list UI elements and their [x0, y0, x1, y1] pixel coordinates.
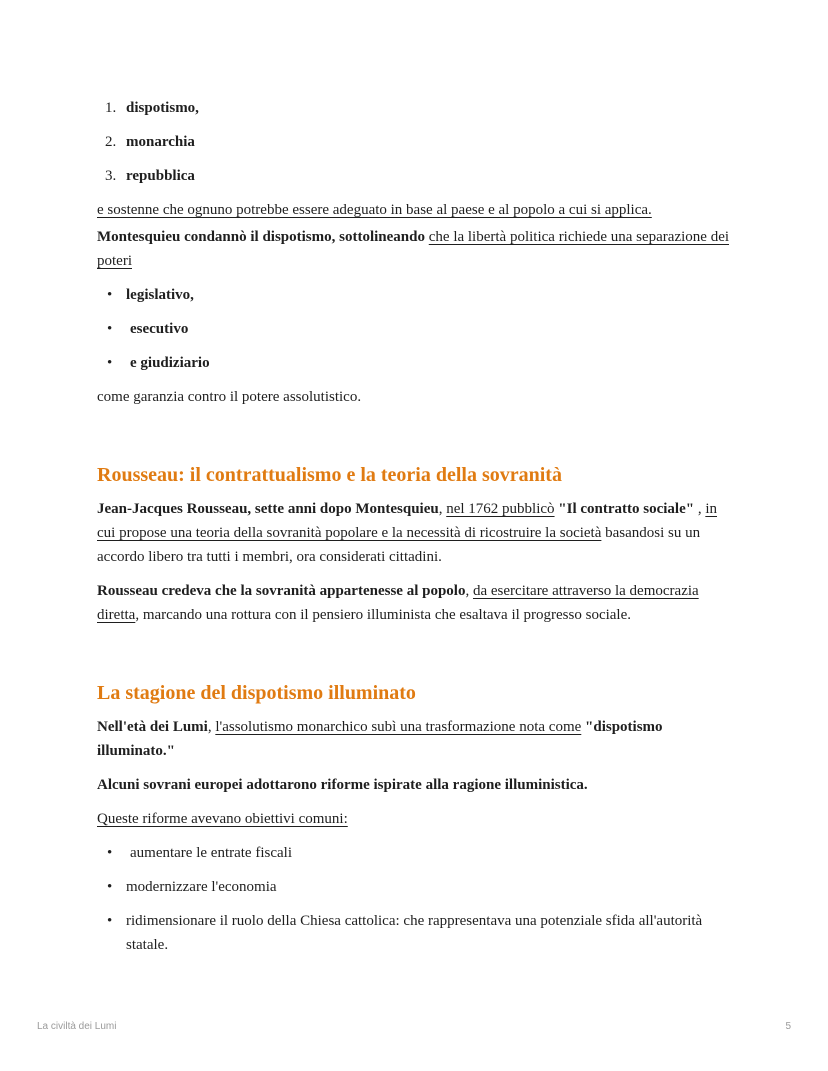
forms-of-government-list: [97, 96, 737, 188]
footer-page-number: 5: [785, 1021, 791, 1032]
paragraph-sovereigns: Alcuni sovrani europei adottarono riforme ispirate alla ragione illuministica.: [97, 777, 588, 793]
list-item: 1. dispotismo,: [105, 100, 199, 116]
reform-goals-list: [97, 841, 737, 957]
footer-document-title: La civiltà dei Lumi: [37, 1021, 117, 1032]
paragraph-guarantee: come garanzia contro il potere assolutistico.: [97, 389, 362, 405]
list-item: • e giudiziario: [107, 355, 210, 371]
paragraph-rousseau-contract: Jean-Jacques Rousseau, sette anni dopo Montesquieu, nel 1762 pubblicò "Il contratto sociale" , in cui propose una teoria della sovranità popolare e la necessità di ricostruire la società basandosi su un accordo libero tra tutti i membri, ora considerati cittadini.: [97, 501, 718, 565]
paragraph-reform-goals: Queste riforme avevano obiettivi comuni:: [97, 811, 348, 827]
list-item: • modernizzare l'economia: [107, 879, 277, 895]
list-item: 3. repubblica: [105, 168, 195, 184]
paragraph-enlightenment-age: Nell'età dei Lumi, l'assolutismo monarchico subì una trasformazione nota come "dispotismo illuminato.": [97, 719, 663, 759]
paragraph-govern-forms: e sostenne che ognuno potrebbe essere adeguato in base al paese e al popolo a cui si applica.: [97, 202, 652, 218]
list-item: 2. monarchia: [105, 134, 195, 150]
powers-list: [97, 283, 737, 375]
paragraph-montesquieu: Montesquieu condannò il dispotismo, sottolineando che la libertà politica richiede una separazione dei poteri: [97, 229, 730, 269]
list-item: • legislativo,: [107, 287, 194, 303]
list-item: • ridimensionare il ruolo della Chiesa cattolica: che rappresentava una potenziale sfida all'autorità statale.: [107, 913, 703, 953]
section-title-enlightened-despotism: La stagione del dispotismo illuminato: [97, 682, 416, 704]
list-item: • esecutivo: [107, 321, 189, 337]
list-item: • aumentare le entrate fiscali: [107, 845, 292, 861]
document-body: [97, 96, 737, 967]
paragraph-rousseau-sovereignty: Rousseau credeva che la sovranità appartenesse al popolo, da esercitare attraverso la democrazia diretta, marcando una rottura con il pensiero illuminista che esaltava il progresso sociale.: [97, 583, 699, 623]
section-title-rousseau: Rousseau: il contrattualismo e la teoria della sovranità: [97, 464, 562, 486]
